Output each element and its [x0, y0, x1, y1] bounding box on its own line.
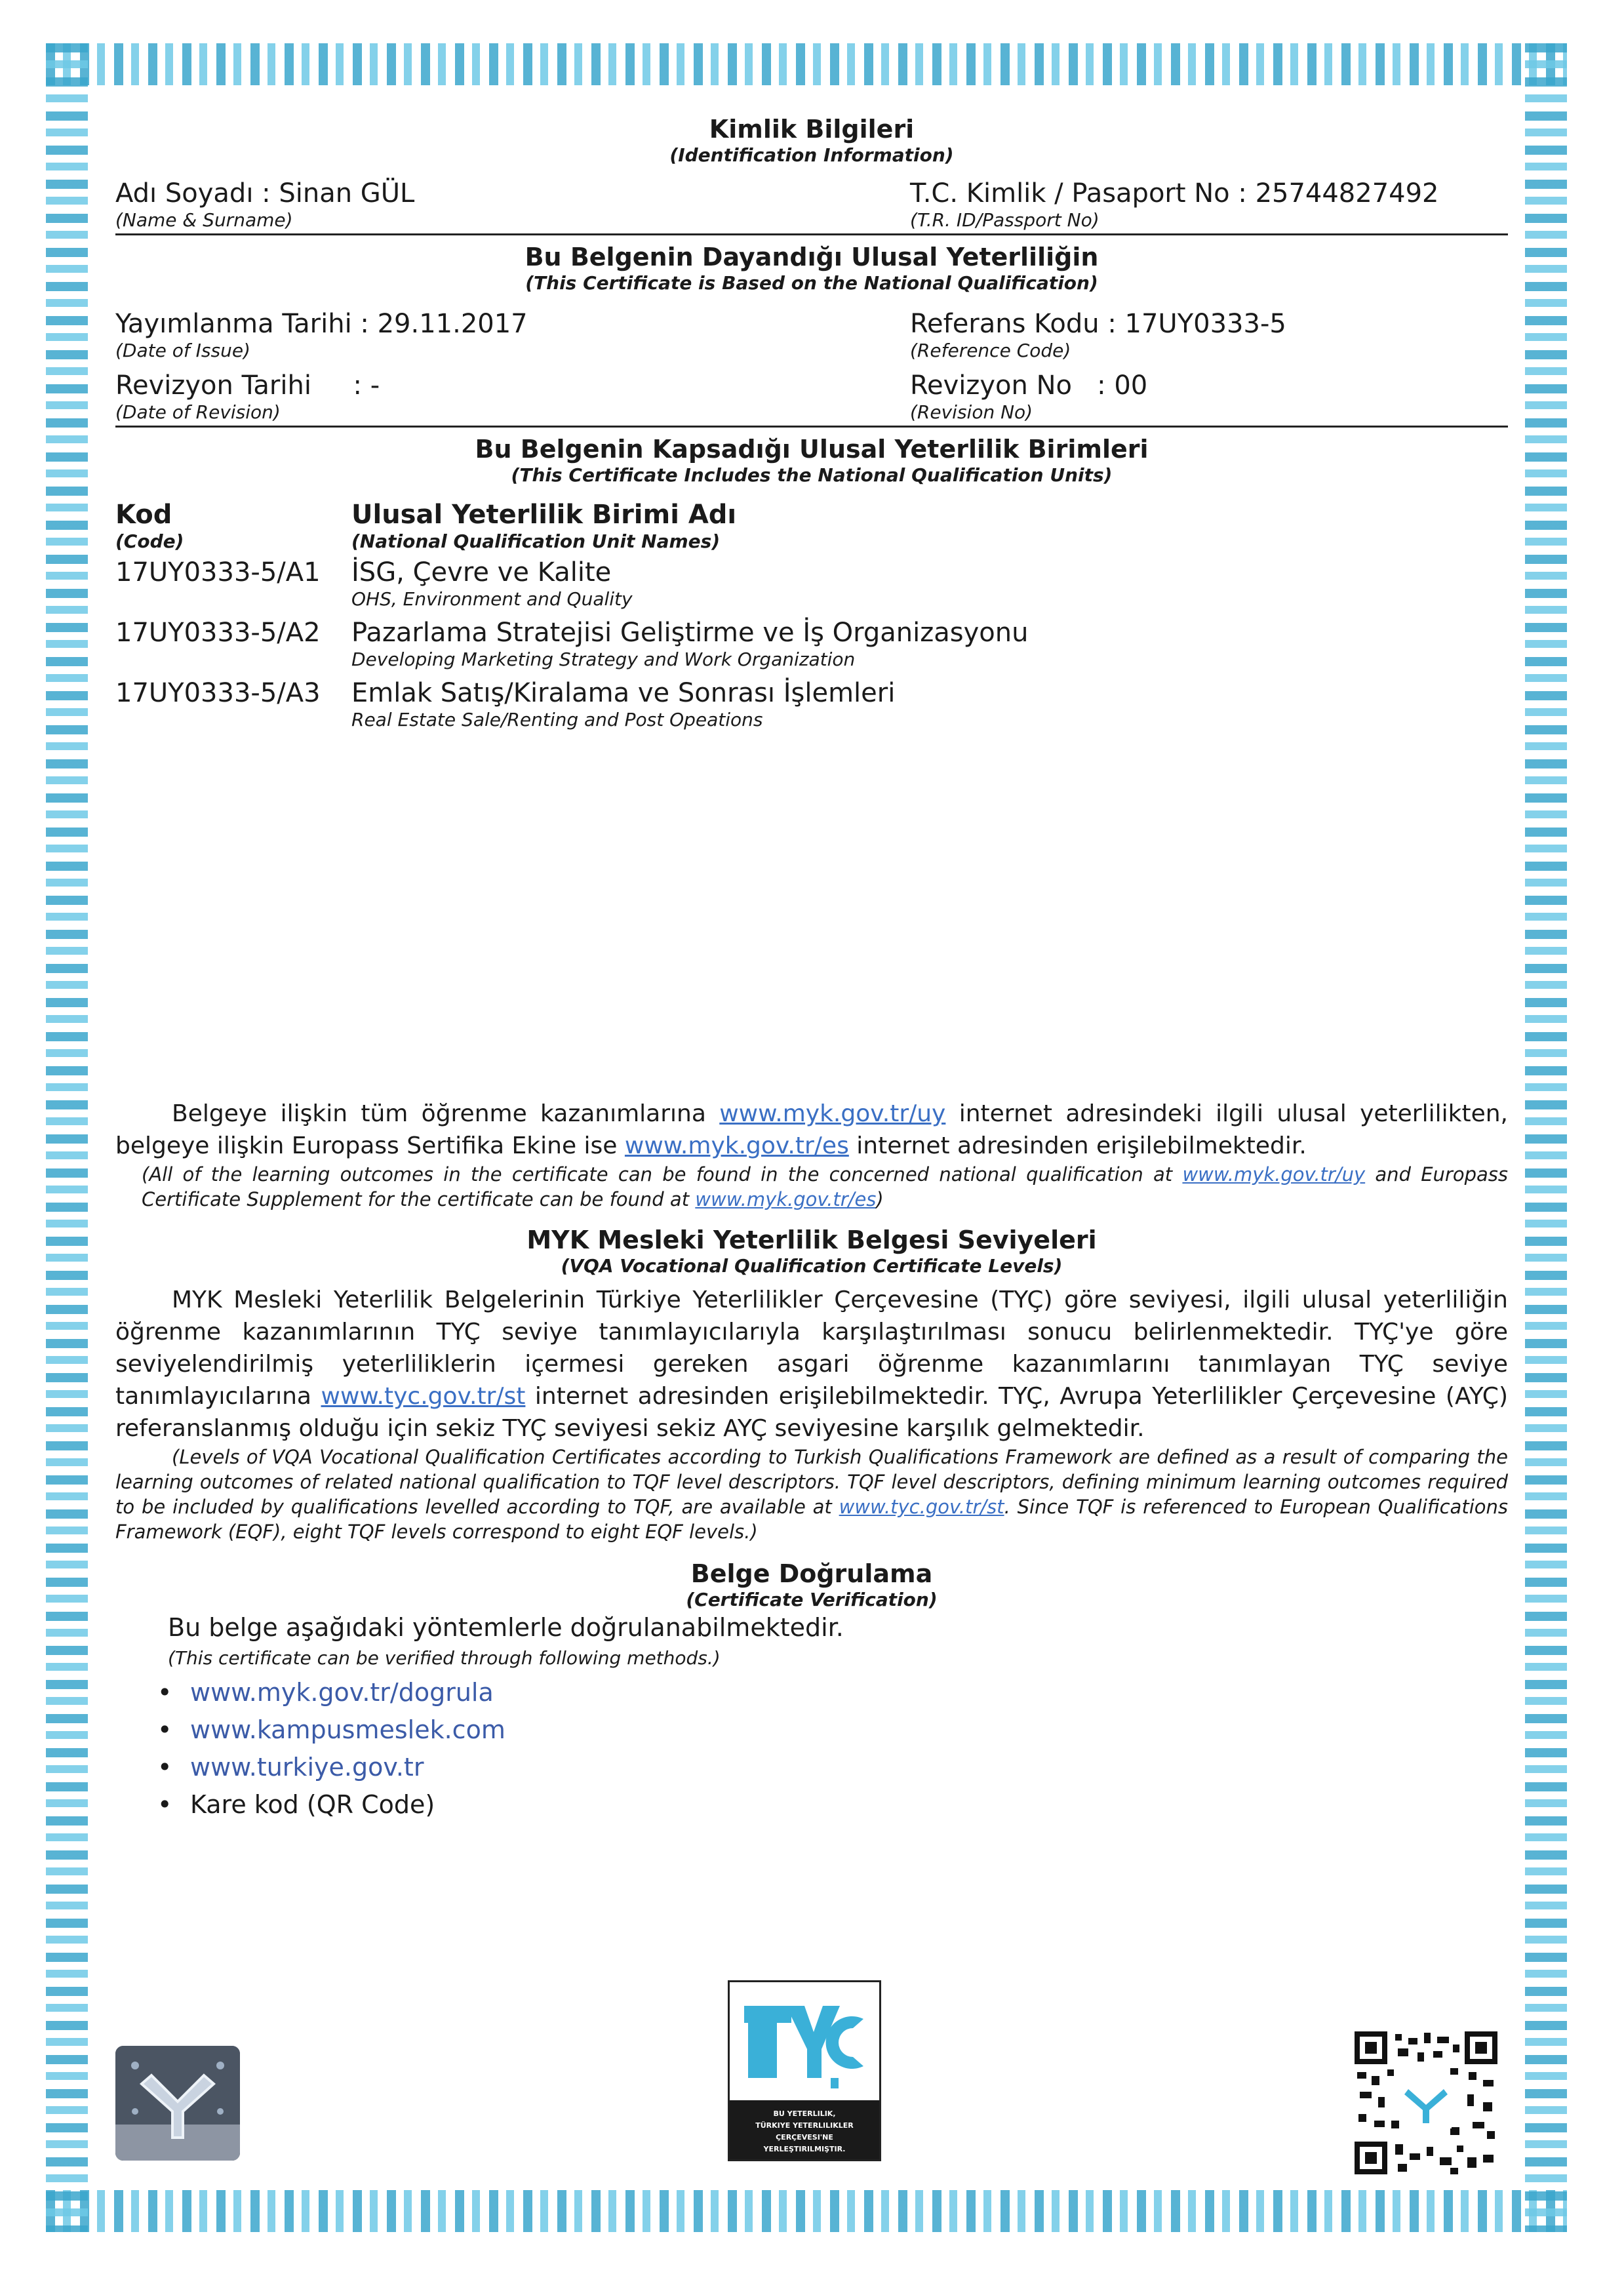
unit-code: 17UY0333-5/A3 — [115, 678, 321, 708]
list-item: • www.myk.gov.tr/dogrula — [157, 1678, 494, 1707]
tyc-logo-icon — [744, 1993, 865, 2091]
qualification-title-en: (This Certificate is Based on the National Qualification) — [525, 272, 1098, 294]
tyc-logo-caption: BU YETERLILIK, TÜRKIYE YETERLILIKLER ÇERÇEVESI'NE YERLEŞTIRILMIŞTIR. — [730, 2100, 879, 2159]
unit-row — [115, 616, 1508, 670]
verification-methods-list — [157, 1674, 1508, 1824]
divider — [115, 233, 1508, 235]
unit-name-en: OHS, Environment and Quality — [351, 588, 633, 610]
issue-date-field: Yayımlanma Tarihi : 29.11.2017 (Date of Issue) — [115, 308, 812, 361]
code-header: Kod — [115, 500, 172, 530]
outcomes-paragraph-en: (All of the learning outcomes in the certificate can be found in the concerned national qualification at www.myk.gov.tr/uy and Europass Certificate Supplement for the certificate can be found at www.myk.gov.tr/es) — [142, 1163, 1508, 1210]
name-label: Adı Soyadı — [115, 178, 254, 209]
verification-intro: Bu belge aşağıdaki yöntemlerle doğrulanabilmektedir. — [168, 1613, 844, 1642]
units-section — [115, 434, 1508, 730]
revision-date-field: Revizyon Tarihi : - (Date of Revision) — [115, 369, 812, 423]
qualification-title: Bu Belgenin Dayandığı Ulusal Yeterliliğin — [525, 243, 1099, 271]
unit-name: Pazarlama Stratejisi Geliştirme ve İş Organizasyonu — [351, 618, 1029, 648]
reference-code-label: Referans Kodu — [910, 309, 1099, 339]
id-value: 25744827492 — [1255, 178, 1439, 209]
identification-title-en: (Identification Information) — [669, 144, 954, 166]
levels-title: MYK Mesleki Yeterlilik Belgesi Seviyeleri — [526, 1226, 1097, 1254]
issue-date-value: 29.11.2017 — [377, 309, 528, 339]
levels-title-en: (VQA Vocational Qualification Certificate Levels) — [561, 1255, 1063, 1277]
unit-name-header-en: (National Qualification Unit Names) — [351, 530, 721, 552]
verification-title: Belge Doğrulama — [690, 1559, 933, 1588]
link-myk-uy[interactable]: www.myk.gov.tr/uy — [719, 1100, 946, 1127]
name-value: Sinan GÜL — [279, 178, 415, 209]
unit-name-header: Ulusal Yeterlilik Birimi Adı — [351, 500, 737, 530]
list-item: • www.turkiye.gov.tr — [157, 1753, 424, 1782]
reference-code-field: Referans Kodu : 17UY0333-5 (Reference Code) — [812, 308, 1508, 361]
link-myk-uy-en[interactable]: www.myk.gov.tr/uy — [1182, 1163, 1366, 1186]
outcomes-section — [115, 1098, 1508, 1212]
issue-date-label: Yayımlanma Tarihi — [115, 309, 352, 339]
identification-section — [115, 114, 1508, 235]
link-myk-es[interactable]: www.myk.gov.tr/es — [624, 1132, 849, 1159]
revision-date-label-en: (Date of Revision) — [115, 401, 281, 423]
issue-date-label-en: (Date of Issue) — [115, 340, 250, 361]
revision-no-value: 00 — [1114, 370, 1148, 401]
units-title: Bu Belgenin Kapsadığı Ulusal Yeterlilik Birimleri — [475, 435, 1149, 464]
revision-no-label: Revizyon No — [910, 370, 1072, 401]
list-item: • Kare kod (QR Code) — [157, 1790, 435, 1819]
code-header-en: (Code) — [115, 530, 184, 552]
verification-intro-en: (This certificate can be verified through following methods.) — [168, 1647, 721, 1669]
qr-code-icon[interactable] — [1352, 2029, 1500, 2177]
identification-title: Kimlik Bilgileri — [709, 115, 915, 144]
unit-name: Emlak Satış/Kiralama ve Sonrası İşlemleri — [351, 678, 896, 708]
revision-no-field: Revizyon No : 00 (Revision No) — [812, 369, 1508, 423]
name-field: Adı Soyadı : Sinan GÜL (Name & Surname) — [115, 177, 812, 231]
decorative-border-right — [1525, 43, 1567, 2232]
link-myk-es-en[interactable]: www.myk.gov.tr/es — [695, 1188, 877, 1210]
unit-name-en: Developing Marketing Strategy and Work Organization — [351, 649, 856, 670]
unit-row — [115, 556, 1508, 610]
link-turkiye-gov[interactable]: www.turkiye.gov.tr — [190, 1753, 424, 1782]
verification-title-en: (Certificate Verification) — [686, 1589, 938, 1610]
unit-name-en: Real Estate Sale/Renting and Post Opeations — [351, 709, 763, 730]
revision-date-value: - — [370, 370, 380, 401]
id-field: T.C. Kimlik / Pasaport No : 25744827492 (T.R. ID/Passport No) — [812, 177, 1508, 231]
levels-paragraph-en: (Levels of VQA Vocational Qualification Certificates according to Turkish Qualifications Framework are defined as a result of comparing the learning outcomes of related national qualification to TQF level descriptors. TQF level descriptors, defining minimum learning outcomes required to be included by qualifications levelled according to TQF, are available at www.tyc.gov.tr/st. Since TQF is referenced to European Qualifications Framework (EQF), eight TQF levels correspond to eight EQF levels.) — [115, 1446, 1508, 1543]
units-header-row — [115, 498, 1508, 552]
id-label: T.C. Kimlik / Pasaport No — [910, 178, 1230, 209]
link-tyc-st-en[interactable]: www.tyc.gov.tr/st — [839, 1496, 1004, 1518]
decorative-border-bottom — [46, 2190, 1567, 2232]
levels-paragraph: MYK Mesleki Yeterlilik Belgelerinin Türkiye Yeterlilikler Çerçevesine (TYÇ) göre seviyesi, ilgili ulusal yeterliliğin öğrenme kazanımlarının TYÇ seviye tanımlayıcılarıyla karşılaştırılması sonucu belirlenmektedir. TYÇ'ye göre seviyelendirilmiş yeterliliklerin içermesi gereken asgari öğrenme kazanımlarını tanımlayan TYÇ seviye tanımlayıcılarına www.tyc.gov.tr/st internet adresinden erişilebilmektedir. TYÇ, Avrupa Yeterlilikler Çerçevesine (AYÇ) referanslanmış olduğu için sekiz TYÇ seviyesi sekiz AYÇ seviyesine karşılık gelmektedir. — [115, 1287, 1508, 1442]
tyc-logo — [728, 1980, 881, 2161]
unit-row — [115, 677, 1508, 730]
qr-method-text: Kare kod (QR Code) — [190, 1790, 435, 1819]
revision-date-label: Revizyon Tarihi — [115, 370, 311, 401]
divider — [115, 426, 1508, 428]
decorative-border-top — [46, 43, 1567, 85]
levels-section — [115, 1225, 1508, 1544]
name-label-en: (Name & Surname) — [115, 209, 293, 231]
reference-code-value: 17UY0333-5 — [1124, 309, 1286, 339]
reference-code-label-en: (Reference Code) — [910, 340, 1071, 361]
unit-code: 17UY0333-5/A1 — [115, 557, 321, 588]
id-label-en: (T.R. ID/Passport No) — [910, 209, 1099, 231]
decorative-border-left — [46, 43, 88, 2232]
revision-no-label-en: (Revision No) — [910, 401, 1033, 423]
hologram-seal-icon — [115, 2046, 240, 2161]
outcomes-paragraph: Belgeye ilişkin tüm öğrenme kazanımlarına www.myk.gov.tr/uy internet adresindeki ilgili ulusal yeterlilikten, belgeye ilişkin Europass Sertifika Ekine ise www.myk.gov.tr/es internet adresinden erişilebilmektedir. — [115, 1100, 1508, 1159]
link-myk-dogrula[interactable]: www.myk.gov.tr/dogrula — [190, 1678, 494, 1707]
link-tyc-st[interactable]: www.tyc.gov.tr/st — [321, 1383, 526, 1410]
list-item: • www.kampusmeslek.com — [157, 1715, 505, 1744]
qualification-section — [115, 242, 1508, 428]
unit-code: 17UY0333-5/A2 — [115, 618, 321, 648]
certificate-body — [115, 98, 1508, 1824]
unit-name: İSG, Çevre ve Kalite — [351, 557, 612, 588]
units-title-en: (This Certificate Includes the National Qualification Units) — [511, 464, 1113, 486]
link-kampusmeslek[interactable]: www.kampusmeslek.com — [190, 1715, 505, 1744]
verification-section — [115, 1559, 1508, 1824]
